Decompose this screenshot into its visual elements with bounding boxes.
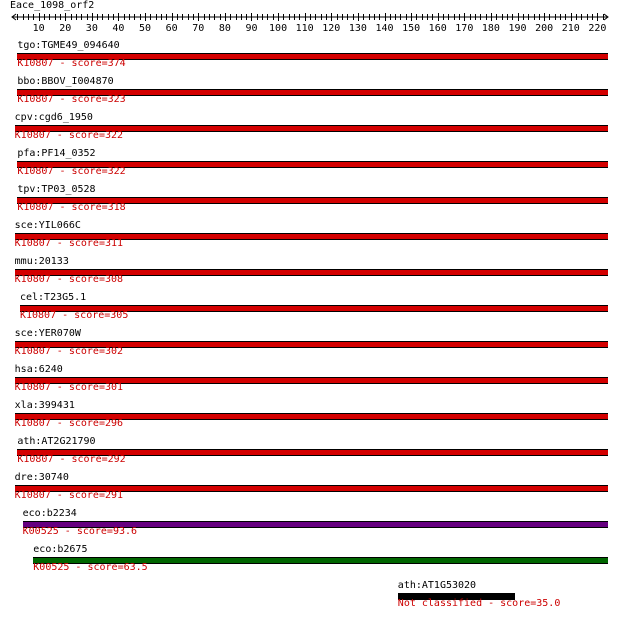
hit-name-link[interactable]: tpv:TP03_0528	[17, 184, 96, 195]
hit-name-link[interactable]: eco:b2675	[33, 544, 88, 555]
hit-score-label: K10807 - score=301	[14, 382, 124, 393]
hit-score-label: K10807 - score=308	[14, 274, 124, 285]
hit-name-link[interactable]: ath:AT1G53020	[397, 580, 477, 591]
hit-name-link[interactable]: xla:399431	[14, 400, 75, 411]
ruler-tick-label: 20	[59, 23, 72, 34]
position-ruler	[0, 0, 620, 36]
ruler-tick-label: 160	[428, 23, 447, 34]
hit-name-link[interactable]: cpv:cgd6_1950	[14, 112, 93, 123]
hit-name-link[interactable]: pfa:PF14_0352	[17, 148, 96, 159]
ruler-tick-label: 110	[295, 23, 314, 34]
ruler-tick-label: 220	[588, 23, 607, 34]
ruler-tick-label: 200	[535, 23, 554, 34]
hit-name-link[interactable]: mmu:20133	[14, 256, 69, 267]
hit-row[interactable]	[0, 292, 620, 328]
ruler-tick-label: 140	[375, 23, 394, 34]
hit-score-label: K10807 - score=296	[14, 418, 124, 429]
hit-score-label: K10807 - score=311	[14, 238, 124, 249]
ruler-tick-label: 70	[192, 23, 205, 34]
ruler-tick-label: 100	[269, 23, 288, 34]
ruler-tick-label: 10	[32, 23, 45, 34]
ruler-tick-label: 210	[561, 23, 580, 34]
hit-row[interactable]	[0, 256, 620, 292]
ruler-tick-label: 190	[508, 23, 527, 34]
hit-name-link[interactable]: bbo:BBOV_I004870	[17, 76, 114, 87]
hit-row[interactable]	[0, 508, 620, 544]
ruler-tick-label: 120	[322, 23, 341, 34]
ruler-tick-label: 60	[165, 23, 178, 34]
hit-name-link[interactable]: cel:T23G5.1	[19, 292, 87, 303]
ruler-tick-label: 40	[112, 23, 125, 34]
hit-row[interactable]	[0, 184, 620, 220]
hit-score-label: K00525 - score=93.6	[22, 526, 138, 537]
ruler-tick-label: 80	[218, 23, 231, 34]
hit-row[interactable]	[0, 112, 620, 148]
hit-score-label: K10807 - score=291	[14, 490, 124, 501]
hit-score-label: K10807 - score=374	[17, 58, 126, 69]
hit-name-link[interactable]: eco:b2234	[22, 508, 77, 519]
hit-row[interactable]	[0, 400, 620, 436]
hit-name-link[interactable]: ath:AT2G21790	[17, 436, 96, 447]
ruler-tick-label: 50	[139, 23, 152, 34]
hit-score-label: K10807 - score=323	[17, 94, 126, 105]
hit-name-link[interactable]: hsa:6240	[14, 364, 63, 375]
hit-score-label: K10807 - score=322	[17, 166, 126, 177]
hit-row[interactable]	[0, 220, 620, 256]
hit-name-link[interactable]: sce:YIL066C	[14, 220, 81, 231]
ruler-tick-label: 150	[402, 23, 421, 34]
hit-score-label: Not classified - score=35.0	[397, 598, 561, 609]
hit-row[interactable]	[0, 436, 620, 472]
hit-row[interactable]	[0, 472, 620, 508]
hit-name-link[interactable]: sce:YER070W	[14, 328, 81, 339]
hit-score-label: K10807 - score=318	[17, 202, 126, 213]
hit-row[interactable]	[0, 328, 620, 364]
hit-score-label: K10807 - score=322	[14, 130, 124, 141]
hit-name-link[interactable]: dre:30740	[14, 472, 69, 483]
ruler-tick-label: 90	[245, 23, 258, 34]
hit-score-label: K00525 - score=63.5	[33, 562, 148, 573]
ruler-tick-label: 170	[455, 23, 474, 34]
hit-row[interactable]	[0, 76, 620, 112]
query-title: Eace_1098_orf2	[10, 0, 95, 11]
hit-row[interactable]	[0, 580, 620, 616]
hit-name-link[interactable]: tgo:TGME49_094640	[17, 40, 120, 51]
hit-score-label: K10807 - score=302	[14, 346, 124, 357]
hit-row[interactable]	[0, 40, 620, 76]
hit-row[interactable]	[0, 544, 620, 580]
ruler-tick-label: 130	[348, 23, 367, 34]
hit-row[interactable]	[0, 148, 620, 184]
hit-score-label: K10807 - score=305	[19, 310, 129, 321]
ruler-tick-label: 30	[85, 23, 98, 34]
ruler-tick-label: 180	[481, 23, 500, 34]
hit-score-label: K10807 - score=292	[17, 454, 126, 465]
hit-row[interactable]	[0, 364, 620, 400]
